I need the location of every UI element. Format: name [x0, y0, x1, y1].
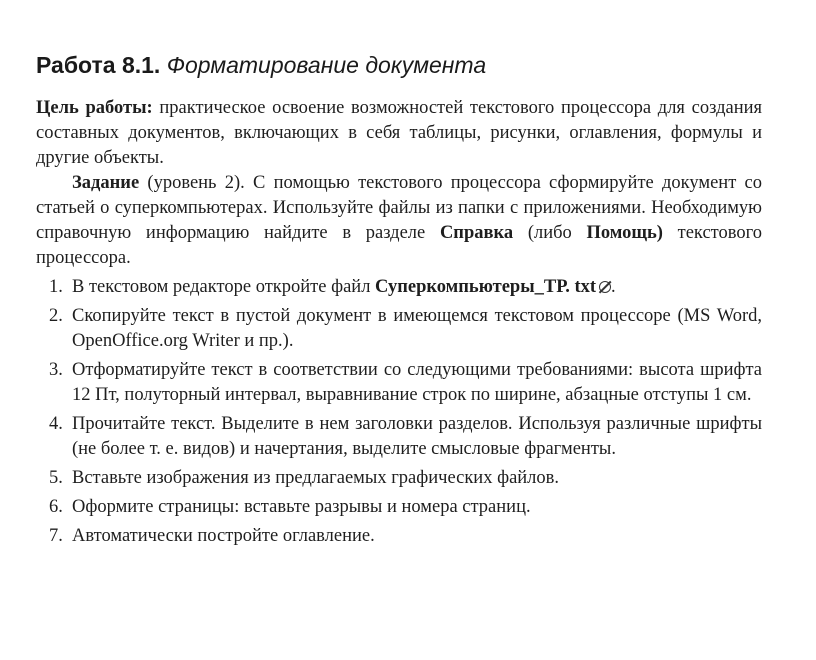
step-number: 6.	[49, 497, 63, 517]
task-help-alt: Помощь)	[586, 223, 663, 243]
document-body	[36, 96, 762, 549]
work-number: Работа 8.1.	[36, 52, 161, 78]
list-item	[36, 358, 762, 408]
task-paragraph	[36, 171, 762, 271]
step-file-name: Суперкомпьютеры_ТР. txt	[375, 277, 597, 297]
task-text-1: (уровень 2). С помощью текстового процессора сформируйте документ со статьей о суперкомпьютерах. Используйте файлы из папки с приложениями. Необходимую справочную информацию найдите в разделе	[36, 173, 763, 243]
goal-paragraph	[36, 96, 762, 171]
step-number: 5.	[49, 468, 63, 488]
task-text-3: текстового процессора.	[36, 223, 762, 268]
step-number: 4.	[49, 414, 63, 434]
document-page	[36, 50, 762, 549]
task-label: Задание	[72, 173, 140, 193]
step-text: Автоматически постройте оглавление.	[72, 526, 375, 546]
step-text: Скопируйте текст в пустой документ в имеющемся текстовом процессоре (MS Word, OpenOffice.org Writer и пр.).	[72, 306, 762, 351]
list-item	[36, 275, 762, 300]
goal-text: практическое освоение возможностей текстового процессора для создания составных документов, включающих в себя таблицы, рисунки, оглавления, формулы и другие объекты.	[36, 98, 763, 168]
work-subtitle: Форматирование документа	[166, 52, 487, 78]
step-text: Отформатируйте текст в соответствии со следующими требованиями: высота шрифта 12 Пт, полуторный интервал, выравнивание строк по ширине, абзацные отступы 1 см.	[72, 360, 762, 405]
work-title	[36, 50, 762, 80]
step-number: 7.	[49, 526, 63, 546]
list-item	[36, 524, 762, 549]
steps-list	[36, 275, 762, 549]
step-text: В текстовом редакторе откройте файл	[72, 277, 371, 297]
task-help-label: Справка	[439, 223, 514, 243]
step-text: Оформите страницы: вставьте разрывы и номера страниц.	[72, 497, 531, 517]
step-text: Прочитайте текст. Выделите в нем заголовки разделов. Используя различные шрифты (не более т. е. видов) и начертания, выделите смысловые фрагменты.	[72, 414, 762, 459]
list-item	[36, 304, 762, 354]
step-number: 2.	[49, 306, 63, 326]
step-text-end: .	[611, 277, 616, 297]
list-item	[36, 466, 762, 491]
task-text-2: (либо	[527, 223, 572, 243]
list-item	[36, 412, 762, 462]
disk-icon	[599, 281, 611, 293]
list-item	[36, 495, 762, 520]
step-number: 1.	[49, 277, 63, 297]
step-number: 3.	[49, 360, 63, 380]
step-text: Вставьте изображения из предлагаемых графических файлов.	[72, 468, 560, 488]
goal-label: Цель работы:	[36, 98, 153, 118]
